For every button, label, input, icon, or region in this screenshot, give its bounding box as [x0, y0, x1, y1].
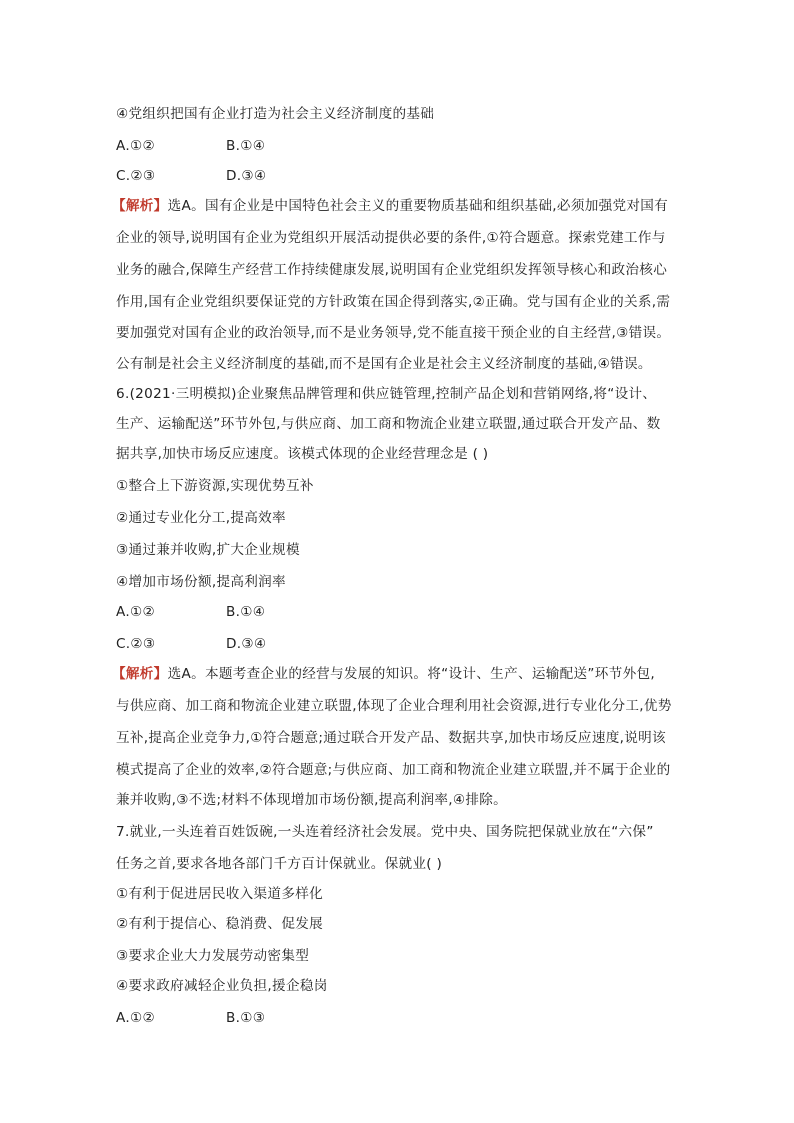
q6-item-4: ④增加市场份额,提高利润率 — [116, 574, 286, 590]
q5-analysis-text-1: 选A。国有企业是中国特色社会主义的重要物质基础和组织基础,必须加强党对国有 — [167, 198, 669, 214]
q5-analysis-line-1 — [112, 196, 668, 216]
q6-item-2: ②通过专业化分工,提高效率 — [116, 510, 286, 526]
q6-option-row-2 — [116, 634, 267, 654]
q6-analysis-tag: 【解析】 — [112, 666, 168, 682]
q5-analysis-line-5: 要加强党对国有企业的政治领导,而不是业务领导,党不能直接干预企业的自主经营,③错误。 — [116, 325, 671, 341]
q6-analysis-line-4: 模式提高了企业的效率,②符合题意;与供应商、加工商和物流企业建立联盟,并不属于企业的 — [116, 762, 671, 778]
q5-analysis-line-3: 业务的融合,保障生产经营工作持续健康发展,说明国有企业党组织发挥领导核心和政治核心 — [116, 262, 668, 278]
q6-analysis-line-1 — [112, 664, 655, 684]
q7-option-a: A.①② — [116, 1010, 155, 1026]
q7-item-3: ③要求企业大力发展劳动密集型 — [116, 948, 310, 964]
q7-stem-line-1: 7.就业,一头连着百姓饭碗,一头连着经济社会发展。党中央、国务院把保就业放在“六保” — [116, 824, 654, 840]
q7-item-4: ④要求政府减轻企业负担,援企稳岗 — [116, 978, 328, 994]
q5-option-c: C.②③ — [116, 168, 156, 184]
q5-option-a: A.①② — [116, 138, 155, 154]
q5-analysis-line-6: 公有制是社会主义经济制度的基础,而不是国有企业是社会主义经济制度的基础,④错误。 — [116, 356, 652, 372]
q5-option-d: D.③④ — [226, 168, 267, 184]
q6-option-a: A.①② — [116, 604, 155, 620]
q6-analysis-line-2: 与供应商、加工商和物流企业建立联盟,体现了企业合理利用社会资源,进行专业化分工,优势 — [116, 698, 672, 714]
q7-item-2: ②有利于提信心、稳消费、促发展 — [116, 916, 323, 932]
q5-analysis-tag: 【解析】 — [112, 198, 168, 214]
q7-stem-line-2: 任务之首,要求各地各部门千方百计保就业。保就业( ) — [116, 856, 443, 872]
q7-option-b: B.①③ — [226, 1010, 266, 1026]
q5-item-4: ④党组织把国有企业打造为社会主义经济制度的基础 — [116, 106, 435, 122]
q5-option-row-1 — [116, 136, 266, 156]
q5-analysis-line-4: 作用,国有企业党组织要保证党的方针政策在国企得到落实,②正确。党与国有企业的关系,需 — [116, 294, 671, 310]
q6-stem-line-3: 据共享,加快市场反应速度。该模式体现的企业经营理念是 ( ) — [116, 446, 489, 462]
q7-item-1: ①有利于促进居民收入渠道多样化 — [116, 886, 323, 902]
q7-option-row-1 — [116, 1008, 266, 1028]
q6-analysis-text-1: 选A。本题考查企业的经营与发展的知识。将“设计、生产、运输配送”环节外包, — [167, 666, 655, 682]
q5-analysis-line-2: 企业的领导,说明国有企业为党组织开展活动提供必要的条件,①符合题意。探索党建工作与 — [116, 230, 666, 246]
q6-stem-line-2: 生产、运输配送”环节外包,与供应商、加工商和物流企业建立联盟,通过联合开发产品、数 — [116, 416, 661, 432]
q6-option-d: D.③④ — [226, 636, 267, 652]
q6-stem-line-1: 6.(2021·三明模拟)企业聚焦品牌管理和供应链管理,控制产品企划和营销网络,将“设计、 — [116, 386, 657, 402]
q6-analysis-line-3: 互补,提高企业竞争力,①符合题意;通过联合开发产品、数据共享,加快市场反应速度,说明该 — [116, 730, 666, 746]
q5-option-b: B.①④ — [226, 138, 266, 154]
q5-option-row-2 — [116, 166, 267, 186]
q6-option-row-1 — [116, 602, 266, 622]
q6-option-c: C.②③ — [116, 636, 156, 652]
q6-analysis-line-5: 兼并收购,③不选;材料不体现增加市场份额,提高利润率,④排除。 — [116, 792, 508, 808]
q6-item-3: ③通过兼并收购,扩大企业规模 — [116, 542, 300, 558]
q6-item-1: ①整合上下游资源,实现优势互补 — [116, 478, 314, 494]
q6-option-b: B.①④ — [226, 604, 266, 620]
